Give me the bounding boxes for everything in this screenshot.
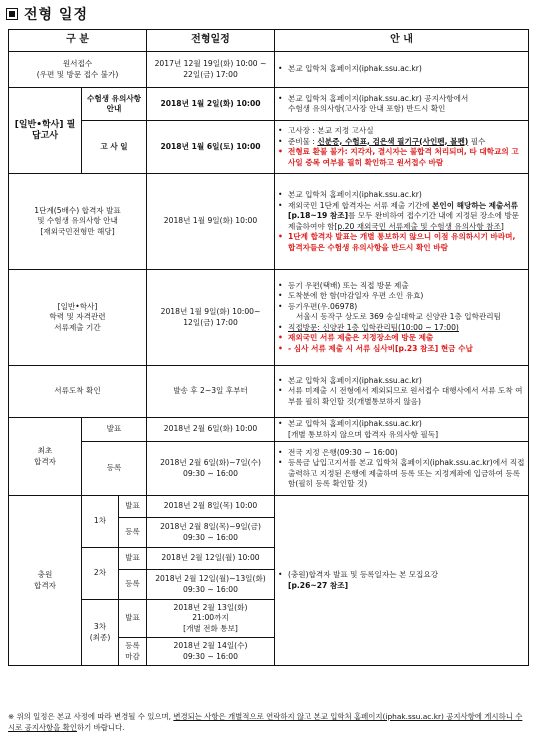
sub-label: 등록	[82, 442, 147, 496]
label-line: 최초	[37, 446, 53, 455]
row-info	[275, 121, 529, 174]
table-row	[9, 121, 529, 174]
row-date: 2018년 2월 12일(월) 10:00	[147, 548, 275, 570]
table-row	[9, 174, 529, 270]
label-line: 등록	[125, 641, 140, 650]
label-line: 원서접수	[62, 59, 93, 68]
date-line: 09:30 ~ 16:00	[183, 651, 238, 661]
info-text: - 심사 서류 제출 시 서류 심사비[p.23 참조] 현금 수납	[288, 343, 473, 353]
row-info	[275, 270, 529, 366]
group-label	[9, 496, 82, 666]
row-date: 2018년 1월 2일(화) 10:00	[147, 88, 275, 121]
footnote-text: ※ 위의 일정은 본교 사정에 따라 변경될 수 있으며,	[8, 712, 174, 721]
info-text: 신분증, 수험표, 검은색 필기구(사인펜, 볼펜)	[317, 136, 469, 146]
row-date	[147, 518, 275, 548]
row-date: 2018년 1월 9일(화) 10:00	[147, 174, 275, 270]
info-item	[286, 302, 525, 323]
row-date	[147, 570, 275, 600]
row-date: 2018년 2월 6일(화) 10:00	[147, 418, 275, 442]
info-item: • 1단계 합격자 발표는 개별 통보하지 않으니 이점 유의하시기 바라며, 합격자들은 수험생 유의사항을 반드시 확인 바람	[286, 232, 525, 253]
schedule-table	[8, 29, 529, 666]
date-line: 21:00까지	[192, 613, 229, 623]
info-item: • 본교 입학처 홈페이지(iphak.ssu.ac.kr)	[286, 64, 525, 75]
row-info	[275, 442, 529, 496]
info-text: [p.26~27 참조]	[288, 580, 349, 590]
round-label: 1차	[82, 496, 119, 548]
label-line: 학력 및 자격관련	[49, 312, 106, 322]
date-line: 2018년 1월 9일(화) 10:00~	[160, 307, 261, 316]
table-row	[9, 418, 529, 442]
label-line: 합격자	[33, 580, 56, 590]
info-item: • 본교 입학처 홈페이지(iphak.ssu.ac.kr)	[286, 376, 525, 387]
info-item: • 재외국민 서류 제출은 지정장소에 방문 제출	[286, 333, 525, 344]
row-label	[9, 52, 147, 88]
row-info	[275, 366, 529, 418]
label-line: 및 수험생 유의사항 안내	[37, 216, 118, 226]
row-date	[147, 442, 275, 496]
date-line: 2018년 2월 12일(월)~13일(화)	[155, 574, 266, 583]
square-bullet-icon	[6, 8, 18, 20]
info-item	[286, 94, 525, 115]
info-item: • 전형료 환불 불가: 지각자, 결시자는 불합격 처리되며, 타 대학교의 고사일 중복 여부를 필히 확인하고 원서접수 바람	[286, 147, 525, 168]
header-guide: 안 내	[275, 30, 529, 52]
date-line: 2018년 2월 13일(화)	[173, 602, 248, 612]
label-line: 3차	[93, 622, 107, 631]
info-item	[286, 137, 525, 148]
sub-label: 발표	[119, 496, 147, 518]
table-header-row	[9, 30, 529, 52]
info-text: 본교 입학처 홈페이지(iphak.ssu.ac.kr) 공지사항에서	[288, 93, 469, 103]
label-line: 서류제출 기간	[54, 322, 101, 332]
label-line: 충원	[37, 570, 53, 579]
label-line: 1단계(5배수) 합격자 발표	[34, 205, 121, 215]
row-label	[9, 270, 147, 366]
sub-label: 수험생 유의사항 안내	[82, 88, 147, 121]
header-schedule: 전형일정	[147, 30, 275, 52]
info-item: • 전국 지정 은행(09:30 ~ 16:00)	[286, 448, 525, 459]
row-info	[275, 52, 529, 88]
date-line: [개별 전화 통보]	[183, 623, 238, 633]
row-label	[9, 174, 147, 270]
round-label	[82, 600, 119, 666]
label-line: (최종)	[89, 632, 111, 642]
group-label	[9, 418, 82, 496]
info-text: [개별 통보하지 않으며 합격자 유의사항 필독]	[288, 429, 439, 439]
sub-label: 고 사 일	[82, 121, 147, 174]
sub-label: 발표	[119, 600, 147, 638]
label-line: [재외국민전형만 해당]	[40, 226, 115, 236]
date-line: 2017년 12월 19일(화) 10:00 ~	[154, 59, 267, 68]
row-date: 2018년 1월 6일(토) 10:00	[147, 121, 275, 174]
info-item: • 도착분에 한 함(마감일자 우편 소인 유효)	[286, 291, 525, 302]
info-item: • 고사장 : 본교 지정 고사실	[286, 126, 525, 137]
info-item: • 직접방문: 신양관 1층 입학관리팀(10:00 ~ 17:00)	[286, 323, 525, 334]
row-date	[147, 52, 275, 88]
info-item: • 본교 입학처 홈페이지(iphak.ssu.ac.kr)	[286, 190, 525, 201]
info-item: • 등록금 납입고지서를 본교 입학처 홈페이지(iphak.ssu.ac.kr)에서 직접 출력하고 지정된 은행에 제출하며 등록 또는 지정계좌에 입금하여 등록함(필히 등록 확인할 것)	[286, 458, 525, 490]
row-date: 2018년 2월 8일(목) 10:00	[147, 496, 275, 518]
sub-label: 발표	[82, 418, 147, 442]
date-line: 2018년 2월 6일(화)~7일(수)	[160, 458, 261, 467]
info-text: 본인이 해당하는 제출서류[p.18~19 참조]	[288, 200, 519, 220]
label-line: [일반•학사]	[57, 301, 98, 311]
info-text: 등기우편(우.06978)	[288, 301, 358, 311]
label-line: 마감	[125, 651, 140, 661]
info-text: 서울시 동작구 상도로 369 숭실대학교 신양관 1층 입학관리팀	[296, 312, 501, 322]
info-text: 본교 입학처 홈페이지(iphak.ssu.ac.kr)	[288, 419, 422, 428]
page-title-text: 전형 일정	[24, 7, 88, 23]
sub-label: 발표	[119, 548, 147, 570]
label-line: 합격자	[33, 456, 56, 466]
info-text: ]	[500, 221, 504, 231]
date-line: 12일(금) 17:00	[183, 317, 238, 327]
round-label: 2차	[82, 548, 119, 600]
info-item	[286, 419, 525, 440]
row-date	[147, 600, 275, 638]
info-text: p.20 재외국민 서류제출 및 수험생 유의사항 참조	[337, 221, 501, 231]
row-info	[275, 496, 529, 666]
sub-label: 등록	[119, 570, 147, 600]
date-line: 2018년 2월 8일(목)~9일(금)	[160, 522, 261, 531]
footnote	[8, 711, 528, 733]
table-row	[9, 52, 529, 88]
info-text: 재외국민 1단계 합격자는 서류 제출 기간에	[288, 200, 433, 210]
info-text: 필수	[468, 136, 486, 146]
row-date	[147, 270, 275, 366]
info-item	[286, 201, 525, 233]
info-text: (충원)합격자 발표 및 등록일자는 본 모집요강	[288, 570, 439, 579]
info-item	[286, 570, 525, 591]
info-item: • 등기 우편(택배) 또는 직접 방문 제출	[286, 281, 525, 292]
row-info	[275, 88, 529, 121]
sub-label	[119, 638, 147, 666]
row-label: 서류도착 확인	[9, 366, 147, 418]
info-text: 를 모두 완비하여 접수기간 내에 지정된 장소에 방문 제출하여야 함[	[288, 211, 520, 231]
info-text: 준비물 :	[288, 136, 318, 146]
info-item	[286, 344, 525, 355]
group-label: [일반•학사] 필답고사	[9, 88, 82, 174]
table-row	[9, 366, 529, 418]
date-line: 22일(금) 17:00	[183, 69, 238, 79]
table-row	[9, 496, 529, 518]
row-info	[275, 174, 529, 270]
date-line: 09:30 ~ 16:00	[183, 468, 238, 478]
date-line: 09:30 ~ 16:00	[183, 532, 238, 542]
date-line: 09:30 ~ 16:00	[183, 584, 238, 594]
row-date: 발송 후 2~3일 후부터	[147, 366, 275, 418]
info-text: 수험생 유의사항(고사장 안내 포함) 반드시 확인	[288, 104, 446, 113]
footnote-text: 변경되는 사항은 개별적으로 연락하지 않고 본교 입학처 홈페이지(iphak.ssu.ac.kr) 공지사항에 게시하니 수시로 공지사항을 확인	[8, 712, 523, 732]
table-row	[9, 442, 529, 496]
row-info	[275, 418, 529, 442]
label-line: (우편 및 방문 접수 불가)	[36, 69, 119, 79]
page-title	[6, 4, 88, 24]
date-line: 2018년 2월 14일(수)	[173, 641, 248, 650]
header-category: 구 분	[9, 30, 147, 52]
info-item: • 서류 미제출 시 전형에서 제외되므로 원서접수 대행사에서 서류 도착 여부를 필히 확인할 것(개별통보하지 않음)	[286, 386, 525, 407]
table-row	[9, 270, 529, 366]
table-row	[9, 88, 529, 121]
sub-label: 등록	[119, 518, 147, 548]
footnote-text: 하기 바랍니다.	[76, 723, 125, 732]
row-date	[147, 638, 275, 666]
